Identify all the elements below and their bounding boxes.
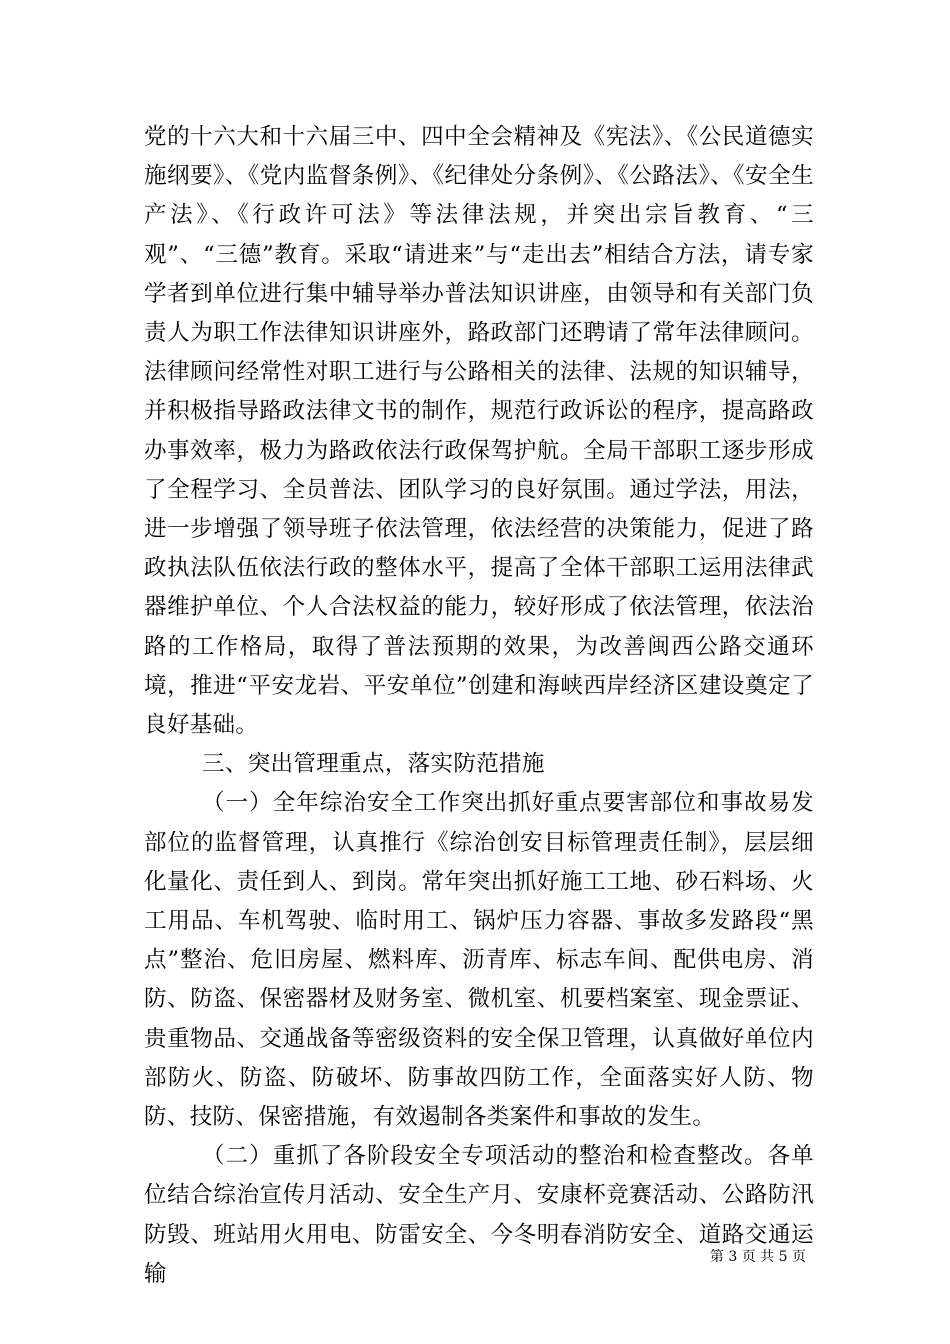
page-number-footer: 第 3 页 共 5 页 — [709, 1249, 806, 1265]
paragraph-item-1: （一）全年综治安全工作突出抓好重点要害部位和事故易发部位的监督管理，认真推行《综治创安目标管理责任制》，层层细化量化、责任到人、到岗。常年突出抓好施工工地、砂石料场、火工用品、车机驾驶、临时用工、锅炉压力容器、事故多发路段“黑点”整治、危旧房屋、燃料库、沥青库、标志车间、配供电房、消防、防盗、保密器材及财务室、微机室、机要档案室、现金票证、贵重物品、交通战备等密级资料的安全保卫管理，认真做好单位内部防火、防盗、防破坏、防事故四防工作，全面落实好人防、物防、技防、保密措施，有效遏制各类案件和事故的发生。 — [144, 790, 814, 1131]
paragraph-item-2: （二）重抓了各阶段安全专项活动的整治和检查整改。各单位结合综治宣传月活动、安全生产月、安康杯竞赛活动、公路防汛防毁、班站用火用电、防雷安全、今冬明春消防安全、道路交通运输 — [144, 1143, 814, 1287]
paragraph-legal-education: 党的十六大和十六届三中、四中全会精神及《宪法》、《公民道德实施纲要》、《党内监督条例》、《纪律处分条例》、《公路法》、《安全生产法》、《行政许可法》等法律法规，并突出宗旨教育、“三观”、“三德”教育。采取“请进来”与“走出去”相结合方法，请专家学者到单位进行集中辅导举办普法知识讲座，由领导和有关部门负责人为职工作法律知识讲座外，路政部门还聘请了常年法律顾问。法律顾问经常性对职工进行与公路相关的法律、法规的知识辅导，并积极指导路政法律文书的制作，规范行政诉讼的程序，提高路政办事效率，极力为路政依法行政保驾护航。全局干部职工逐步形成了全程学习、全员普法、团队学习的良好氛围。通过学法，用法，进一步增强了领导班子依法管理，依法经营的决策能力，促进了路政执法队伍依法行政的整体水平，提高了全体干部职工运用法律武器维护单位、个人合法权益的能力，较好形成了依法管理，依法治路的工作格局，取得了普法预期的效果，为改善闽西公路交通环境，推进“平安龙岩、平安单位”创建和海峡西岸经济区建设奠定了良好基础。 — [144, 124, 814, 739]
document-body — [144, 118, 814, 1294]
section-heading-3: 三、突出管理重点，落实防范措施 — [202, 751, 545, 778]
